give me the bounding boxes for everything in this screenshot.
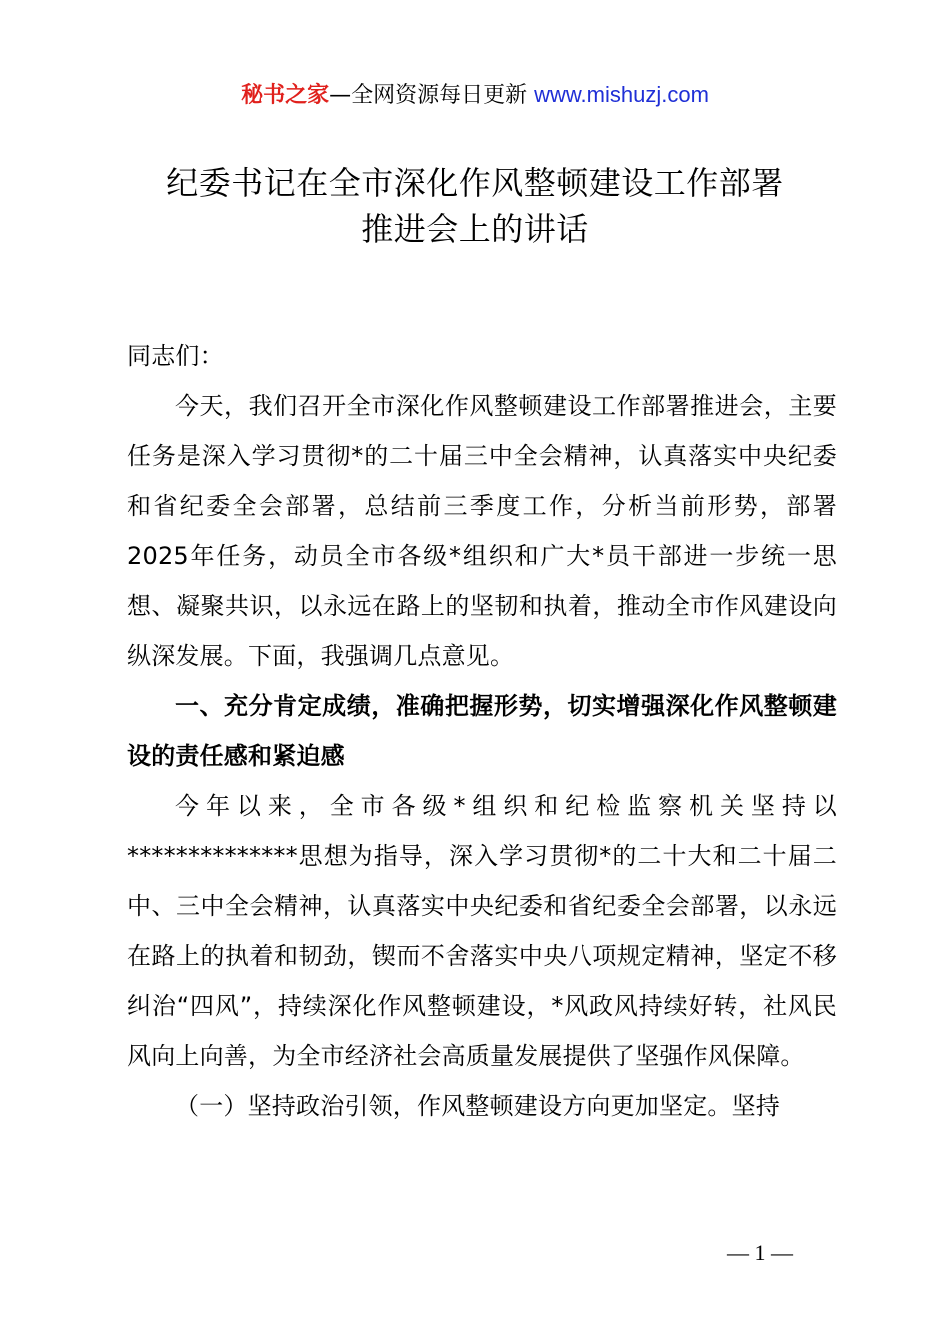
document-body bbox=[127, 331, 837, 1131]
body-paragraph-opening: 今天，我们召开全市深化作风整顿建设工作部署推进会，主要任务是深入学习贯彻*的二十届三中全会精神，认真落实中央纪委和省纪委全会部署，总结前三季度工作，分析当前形势，部署2025年任务，动员全市各级*组织和广大*员干部进一步统一思想、凝聚共识，以永远在路上的坚韧和执着，推动全市作风建设向纵深发展。下面，我强调几点意见。 bbox=[127, 392, 837, 670]
title-line-2: 推进会上的讲话 bbox=[361, 210, 589, 248]
page-number: — 1 — bbox=[727, 1240, 793, 1265]
site-header bbox=[0, 78, 950, 113]
salutation: 同志们： bbox=[127, 342, 224, 370]
section-heading-1: 一、充分肯定成绩，准确把握形势，切实增强深化作风整顿建设的责任感和紧迫感 bbox=[127, 692, 837, 770]
subsection-heading-1: （一）坚持政治引领，作风整顿建设方向更加坚定。坚持 bbox=[175, 1092, 780, 1120]
document-title bbox=[80, 160, 870, 252]
header-tagline: —全网资源每日更新 bbox=[329, 83, 535, 108]
brand-name: 秘书之家 bbox=[241, 83, 330, 108]
site-url-link[interactable]: www.mishuzj.com bbox=[534, 82, 709, 107]
title-line-1: 纪委书记在全市深化作风整顿建设工作部署 bbox=[166, 164, 784, 202]
body-paragraph-achievements: 今年以来，全市各级*组织和纪检监察机关坚持以**************思想为指导，深入学习贯彻*的二十大和二十届二中、三中全会精神，认真落实中央纪委和省纪委全会部署，以永远在路上的执着和韧劲，锲而不舍落实中央八项规定精神，坚定不移纠治“四风”，持续深化作风整顿建设，*风政风持续好转，社风民风向上向善，为全市经济社会高质量发展提供了坚强作风保障。 bbox=[127, 792, 837, 1070]
